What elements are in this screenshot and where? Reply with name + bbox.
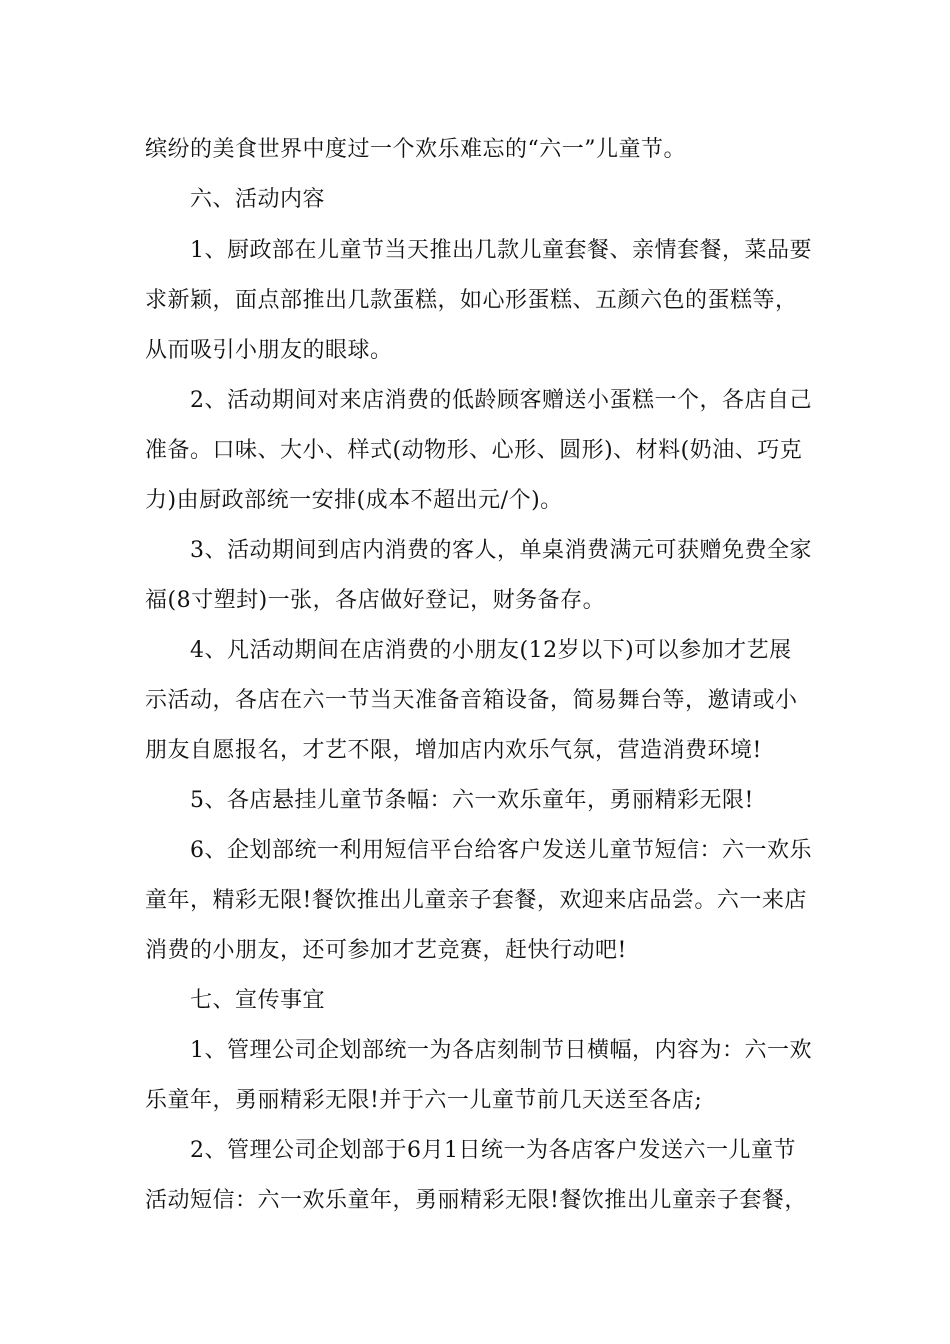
text-line: 童年，精彩无限!餐饮推出儿童亲子套餐，欢迎来店品尝。六一来店 [145,888,807,913]
text-line: 缤纷的美食世界中度过一个欢乐难忘的“六一”儿童节。 [145,137,686,162]
text-line: 准备。口味、大小、样式(动物形、心形、圆形)、材料(奶油、巧克 [145,438,803,463]
text-line: 6、企划部统一利用短信平台给客户发送儿童节短信：六一欢乐 [190,838,812,863]
text-line: 2、活动期间对来店消费的低龄顾客赠送小蛋糕一个，各店自己 [190,388,812,413]
text-line: 从而吸引小朋友的眼球。 [145,338,393,363]
text-line: 消费的小朋友，还可参加才艺竞赛，赶快行动吧! [145,938,627,963]
text-line: 5、各店悬挂儿童节条幅：六一欢乐童年，勇丽精彩无限! [190,788,754,813]
text-line: 朋友自愿报名，才艺不限，增加店内欢乐气氛，营造消费环境! [145,738,762,763]
section-heading: 七、宣传事宜 [190,988,326,1013]
text-line: 求新颖，面点部推出几款蛋糕，如心形蛋糕、五颜六色的蛋糕等， [145,288,798,313]
text-line: 乐童年，勇丽精彩无限!并于六一儿童节前几天送至各店; [145,1088,703,1113]
text-line: 示活动，各店在六一节当天准备音箱设备，简易舞台等，邀请或小 [145,688,798,713]
section-heading: 六、活动内容 [190,187,326,212]
text-line: 2、管理公司企划部于6月1日统一为各店客户发送六一儿童节 [190,1138,796,1163]
text-line: 1、管理公司企划部统一为各店刻制节日横幅，内容为：六一欢 [190,1038,812,1063]
text-line: 力)由厨政部统一安排(成本不超出元/个)。 [145,488,563,513]
text-line: 1、厨政部在儿童节当天推出几款儿童套餐、亲情套餐，菜品要 [190,238,812,263]
text-line: 活动短信：六一欢乐童年，勇丽精彩无限!餐饮推出儿童亲子套餐， [145,1188,807,1213]
text-line: 4、凡活动期间在店消费的小朋友(12岁以下)可以参加才艺展 [190,638,792,663]
text-line: 3、活动期间到店内消费的客人，单桌消费满元可获赠免费全家 [190,538,812,563]
text-line: 福(8寸塑封)一张，各店做好登记，财务备存。 [145,588,606,613]
